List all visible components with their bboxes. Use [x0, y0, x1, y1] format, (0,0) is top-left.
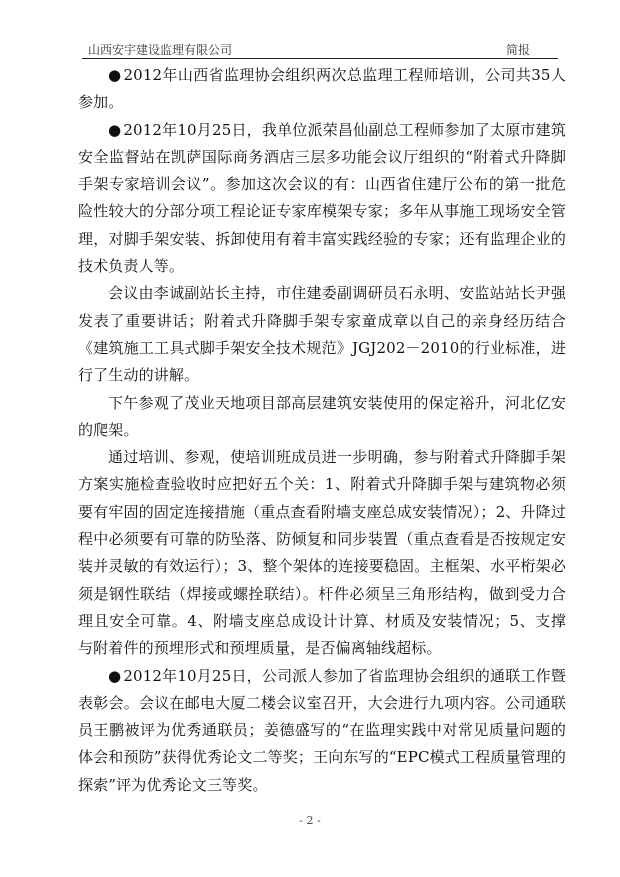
paragraph-text: 2012年10月25日，公司派人参加了省监理协会组织的通联工作暨表彰会。会议在邮电大厦二楼会议室召开，大会进行九项内容。公司通联员王鹏被评为优秀通联员；姜德盛写的“在监理实践中对常见质量问题的体会和预防”获得优秀论文二等奖；王向东写的“EPC模式工程质量管理的探索”评为优秀论文三等奖。 [78, 666, 566, 794]
paragraph-text: 2012年10月25日，我单位派荣昌仙副总工程师参加了太原市建筑安全监督站在凯萨国际商务酒店三层多功能会议厅组织的“附着式升降脚手架专家培训会议”。参加这次会议的有：山西省住建厅公布的第一批危险性较大的分部分项工程论证专家库模架专家；多年从事施工现场安全管理，对脚手架安装、拆卸使用有着丰富实践经验的专家；还有监理企业的技术负责人等。 [78, 120, 566, 276]
paragraph-meeting-speakers [78, 280, 566, 389]
bullet-icon: ● [108, 666, 122, 685]
bullet-icon: ● [108, 66, 122, 84]
bullet-icon: ● [108, 120, 122, 139]
header-doc-type: 简报 [505, 43, 530, 57]
header-company-name: 山西安宇建设监理有限公司 [88, 43, 233, 57]
paragraph-text: 会议由李诚副站长主持，市住建委副调研员石永明、安监站站长尹强发表了重要讲话；附着式升降脚手架专家童成章以自己的亲身经历结合《建筑施工工具式脚手架安全技术规范》JGJ202－2010的行业标准，进行了生动的讲解。 [78, 284, 566, 385]
document-body [78, 62, 566, 799]
paragraph-text: 通过培训、参观，使培训班成员进一步明确，参与附着式升降脚手架方案实施检查验收时应把好五个关：1、附着式升降脚手架与建筑物必须要有牢固的固定连接措施（重点查看附墙支座总成安装情况）；2、升降过程中必须要有可靠的防坠落、防倾复和同步装置（重点查看是否按规定安装并灵敏的有效运行）；3、整个架体的连接要稳固。主框架、水平桁架必须是钢性联结（焊接或螺拴联结）。杆件必须呈三角形结构，做到受力合理且安全可靠。4、附墙支座总成设计计算、材质及安装情况；5、支撑与附着件的预埋形式和预埋质量，是否偏离轴线超标。 [78, 448, 566, 658]
paragraph-training-summary [78, 62, 566, 117]
paragraph-five-checkpoints [78, 444, 566, 662]
paragraph-text: 下午参观了茂业天地项目部高层建筑安装使用的保定裕升，河北亿安的爬架。 [78, 393, 566, 439]
page-header [82, 38, 558, 59]
paragraph-site-visit [78, 390, 566, 445]
paragraph-scaffold-meeting [78, 117, 566, 281]
page-number: - 2 - [299, 814, 321, 827]
paragraph-text: 2012年山西省监理协会组织两次总监理工程师培训，公司共35人参加。 [78, 66, 566, 112]
paragraph-awards-meeting [78, 663, 566, 799]
